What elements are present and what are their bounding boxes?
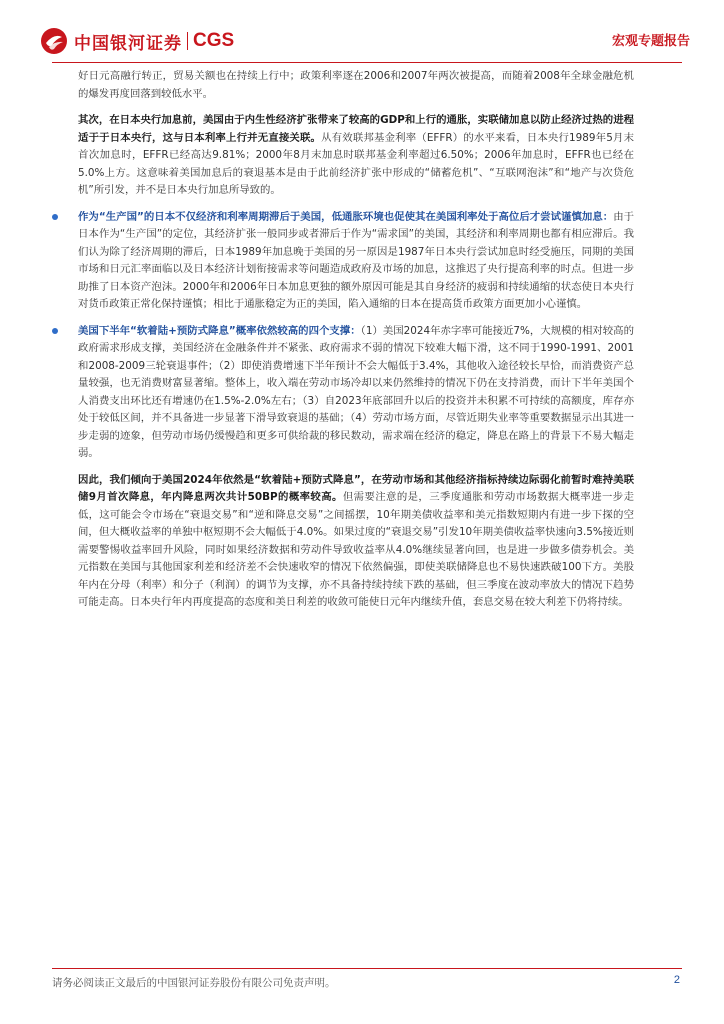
paragraph-4-text: 但需要注意的是，三季度通胀和劳动市场数据大概率进一步走低，这可能会令市场在“衰退交易”和“逆和降息交易”之间摇摆，10年期美债收益率和美元指数短期内有进一步下探的空间，但大概收益率的单独中枢短期不会大幅低于4.0%。如果过度的“衰退交易”引发10年期美债收益率快速向3.5%接近则需要警惕收益率回升风险，同时如果经济数据和劳动件导致收益率从4.0%继续显著向回，也是进一步做多债券机会。美元指数在美国与其他国家利差和经济差不会快速收窄的情况下依然偏强，即使美联储降息也不易快速跌破100下方。美股年内在分母（利率）和分子（利润）的调节为支撑，亦不具备持续持续下跌的基础，但三季度在波动率放大的情况下趋势可能走高。日本央行年内再度提高的态度和美日利差的收敛可能使日元年内继续升值，套息交易在较大利差下仍将持续。 (78, 491, 634, 608)
page-header (0, 0, 724, 62)
footer-disclaimer: 请务必阅读正文最后的中国银河证券股份有限公司免责声明。 (52, 977, 336, 989)
company-logo (40, 27, 234, 55)
paragraph-1-lead: 其次，在日本央行加息前，美国由于内生性经济扩张带来了较高的GDP和上行的通胀，实联储加息以防止经济过热的进程适于于日本央行，这与日本利率上行并无直接关联。 (78, 114, 634, 144)
report-body (78, 68, 634, 621)
paragraph-3-text: （1）美国2024年赤字率可能接近7%，大规模的相对较高的政府需求形成支撑，美国经济在金融条件并不紧张、政府需求不弱的情况下较难大幅下滑，这不同于1990-1991、2001和2008-2009三轮衰退事件；（2）即使消费增速下半年预计不会大幅低于3.4%，其他收入途径较长早恰，而消费资产总量较强，也无消费财富显著缩。整体上，收入端在劳动市场冷却以来仍然维持的情况下仍在支持消费，而计下半年美国个人消费支出环比还有增速仍在1.5%-2.0%左右；（3）自2023年底部回升以后的投资并未积累不可持续的高额度，库存亦处于较低区间，并不具备进一步显著下滑导致衰退的基础；（4）劳动市场方面，尽管近期失业率等重要数据显示出其进一步走弱的迹象，但劳动市场仍缓慢趋和更多可供给裁的移民数动，需求端在经济的稳定，降息在路上的背景下不易大幅走弱。 (78, 324, 634, 459)
bullet-dot-icon (52, 214, 58, 220)
paragraph-0: 好日元高融行转正，贸易关额也在持续上行中；政策利率逐在2006和2007年两次被提高，而随着2008年全球金融危机的爆发再度回落到较低水平。 (78, 70, 634, 100)
logo-separator (187, 32, 188, 50)
bullet-point-2 (78, 323, 634, 463)
logo-chinese-name: 中国银河证券 (74, 33, 182, 54)
paragraph-3 (78, 323, 634, 463)
report-type-label: 宏观专题报告 (611, 34, 690, 49)
paragraph-1-text: 从有效联邦基金利率（EFFR）的水平来看，日本央行1989年5月末首次加息时，EFFR已经高达9.81%；2000年8月末加息时联邦基金利率超过6.50%；2006年加息时，EFFR也已经在5.0%上方。这意味着美国加息后的衰退基本是由于此前经济扩张中形成的“储蓄危机”、“互联网泡沫”和“地产与次贷危机”所引发，并不是日本央行加息所导致的。 (78, 131, 634, 196)
header-divider (52, 62, 682, 63)
bullet-dot-icon (52, 328, 58, 334)
paragraph-2-text: 由于日本作为“生产国”的定位，其经济扩张一般同步或者滞后于作为“需求国”的美国，其经济和利率周期也都有相应滞后。我们认为除了经济周期的滞后，日本1989年加息晚于美国的另一原因是1987年日本央行尝试加息时经受施压，同期的美国市场和日元汇率面临以及日本经济计划衔接需求等问题造成政府及市场的加息，这推迟了央行提高利率的时点。但进一步助推了日本资产泡沫。2000年和2006年日本加息更独的额外原因可能是其自身经济的疲弱和持续通缩的状态使日本央行对货币政策正常化保持谨慎；相比于通胀稳定为正的美国，陷入通缩的日本在提高货币政策方面更加小心谨慎。 (78, 210, 635, 310)
footer-divider (52, 968, 682, 969)
logo-english-name: CGS (193, 30, 235, 51)
paragraph-2 (78, 209, 634, 314)
cgs-logo-icon (40, 27, 68, 55)
bullet-point-1 (78, 209, 634, 314)
paragraph-4 (78, 472, 634, 612)
paragraph-2-lead: 作为“生产国”的日本不仅经济和利率周期滞后于美国，低通胀环境也促使其在美国利率处于高位后才尝试谨慎加息： (78, 210, 614, 223)
paragraph-3-lead: 美国下半年“软着陆+预防式降息”概率依然较高的四个支撑： (78, 324, 361, 337)
paragraph-4-lead: 因此，我们倾向于美国2024年依然是“软着陆+预防式降息”，在劳动市场和其他经济指标持续边际弱化前暂时难持美联储9月首次降息，年内降息两次共计50BP的概率较高。 (78, 473, 634, 503)
page-number: 2 (673, 974, 680, 986)
paragraph-1 (78, 112, 634, 200)
